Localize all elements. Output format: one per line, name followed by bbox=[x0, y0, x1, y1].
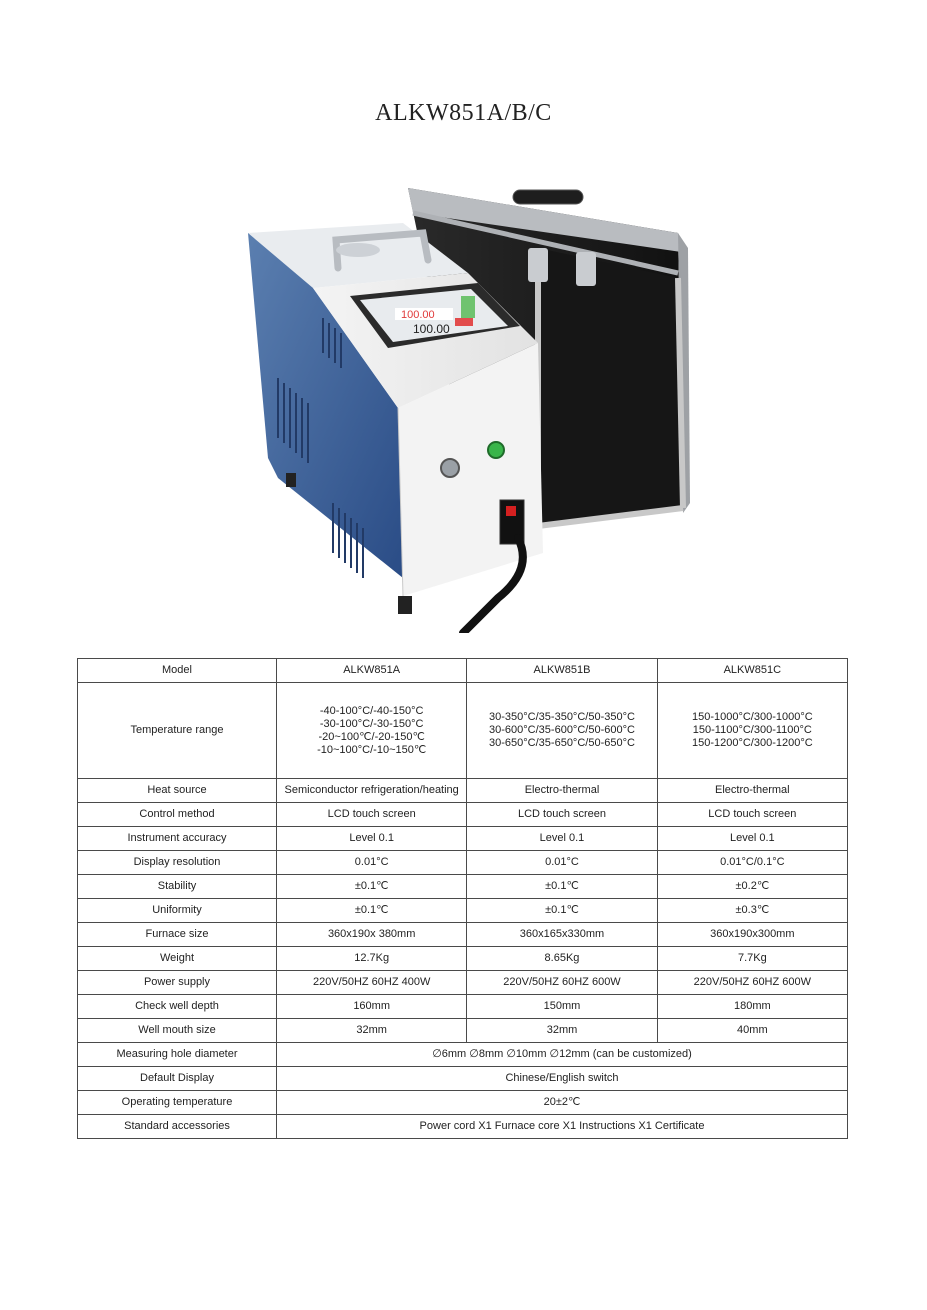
model-name: ALKW851B bbox=[467, 659, 657, 683]
table-cell: 360x190x300mm bbox=[657, 923, 847, 947]
display-setpoint: 100.00 bbox=[401, 309, 435, 321]
range-line: -40-100°C/-40-150°C bbox=[319, 704, 424, 717]
test-well-socket bbox=[441, 459, 459, 477]
specification-table bbox=[77, 658, 848, 1139]
row-label: Operating temperature bbox=[78, 1091, 277, 1115]
table-cell: ±0.2℃ bbox=[657, 875, 847, 899]
table-cell: Electro-thermal bbox=[657, 779, 847, 803]
row-label: Temperature range bbox=[78, 683, 277, 779]
display-reading: 100.00 bbox=[413, 322, 450, 336]
table-row bbox=[78, 779, 848, 803]
range-line: -10~100°C/-10~150℃ bbox=[317, 743, 427, 756]
table-cell: 150mm bbox=[467, 995, 657, 1019]
table-cell: ±0.1℃ bbox=[277, 875, 467, 899]
table-row bbox=[78, 875, 848, 899]
table-cell: Level 0.1 bbox=[277, 827, 467, 851]
range-line: -30-100°C/-30-150°C bbox=[319, 717, 424, 730]
row-label: Display resolution bbox=[78, 851, 277, 875]
range-line: 30-650°C/35-650°C/50-650°C bbox=[489, 737, 635, 749]
table-cell: 32mm bbox=[277, 1019, 467, 1043]
table-cell: Level 0.1 bbox=[467, 827, 657, 851]
indicator-light bbox=[488, 442, 504, 458]
range-line: 150-1100°C/300-1100°C bbox=[692, 724, 812, 736]
table-cell: 0.01°C/0.1°C bbox=[657, 851, 847, 875]
row-label: Heat source bbox=[78, 779, 277, 803]
table-cell: 220V/50HZ 60HZ 600W bbox=[657, 971, 847, 995]
temperature-range-row bbox=[78, 683, 848, 779]
table-cell: ±0.1℃ bbox=[467, 899, 657, 923]
table-row bbox=[78, 1019, 848, 1043]
table-row bbox=[78, 851, 848, 875]
row-label: Instrument accuracy bbox=[78, 827, 277, 851]
table-cell: ∅6mm ∅8mm ∅10mm ∅12mm (can be customized) bbox=[277, 1043, 848, 1067]
range-line: 150-1000°C/300-1000°C bbox=[691, 711, 813, 723]
row-label: Measuring hole diameter bbox=[78, 1043, 277, 1067]
model-name: ALKW851A bbox=[277, 659, 467, 683]
table-cell: 32mm bbox=[467, 1019, 657, 1043]
table-cell: 0.01°C bbox=[467, 851, 657, 875]
row-label: Weight bbox=[78, 947, 277, 971]
row-label: Control method bbox=[78, 803, 277, 827]
table-cell: LCD touch screen bbox=[467, 803, 657, 827]
model-header: Model bbox=[78, 659, 277, 683]
table-cell: 8.65Kg bbox=[467, 947, 657, 971]
model-name: ALKW851C bbox=[657, 659, 847, 683]
temperature-range-cell bbox=[277, 683, 467, 779]
table-cell: 360x165x330mm bbox=[467, 923, 657, 947]
table-cell: Level 0.1 bbox=[657, 827, 847, 851]
table-cell: 40mm bbox=[657, 1019, 847, 1043]
table-cell: Electro-thermal bbox=[467, 779, 657, 803]
product-photo bbox=[238, 178, 708, 633]
table-row bbox=[78, 899, 848, 923]
range-line: -20~100℃/-20-150℃ bbox=[318, 730, 425, 743]
range-line: 30-600°C/35-600°C/50-600°C bbox=[489, 724, 635, 736]
table-row bbox=[78, 1067, 848, 1091]
row-label: Power supply bbox=[78, 971, 277, 995]
table-cell: 220V/50HZ 60HZ 600W bbox=[467, 971, 657, 995]
table-row bbox=[78, 803, 848, 827]
table-header-row bbox=[78, 659, 848, 683]
table-row bbox=[78, 1043, 848, 1067]
table-cell: 12.7Kg bbox=[277, 947, 467, 971]
table-cell: 180mm bbox=[657, 995, 847, 1019]
table-cell: LCD touch screen bbox=[277, 803, 467, 827]
table-cell: ±0.1℃ bbox=[277, 899, 467, 923]
table-row bbox=[78, 971, 848, 995]
table-cell: Semiconductor refrigeration/heating bbox=[277, 779, 467, 803]
table-row bbox=[78, 1115, 848, 1139]
table-cell: 160mm bbox=[277, 995, 467, 1019]
document-title: ALKW851A/B/C bbox=[375, 100, 552, 126]
table-cell: ±0.3℃ bbox=[657, 899, 847, 923]
row-label: Uniformity bbox=[78, 899, 277, 923]
table-cell: ±0.1℃ bbox=[467, 875, 657, 899]
table-row bbox=[78, 947, 848, 971]
row-label: Check well depth bbox=[78, 995, 277, 1019]
temperature-range-cell bbox=[467, 683, 657, 779]
table-row bbox=[78, 827, 848, 851]
row-label: Furnace size bbox=[78, 923, 277, 947]
table-cell: 20±2℃ bbox=[277, 1091, 848, 1115]
table-cell: 360x190x 380mm bbox=[277, 923, 467, 947]
table-cell: 7.7Kg bbox=[657, 947, 847, 971]
row-label: Stability bbox=[78, 875, 277, 899]
table-cell: 220V/50HZ 60HZ 400W bbox=[277, 971, 467, 995]
table-cell: 0.01°C bbox=[277, 851, 467, 875]
table-cell: Chinese/English switch bbox=[277, 1067, 848, 1091]
row-label: Standard accessories bbox=[78, 1115, 277, 1139]
row-label: Well mouth size bbox=[78, 1019, 277, 1043]
table-row bbox=[78, 995, 848, 1019]
range-line: 150-1200°C/300-1200°C bbox=[691, 737, 813, 749]
table-row bbox=[78, 1091, 848, 1115]
table-cell: Power cord X1 Furnace core X1 Instructions X1 Certificate bbox=[277, 1115, 848, 1139]
table-row bbox=[78, 923, 848, 947]
temperature-range-cell bbox=[657, 683, 847, 779]
row-label: Default Display bbox=[78, 1067, 277, 1091]
table-cell: LCD touch screen bbox=[657, 803, 847, 827]
range-line: 30-350°C/35-350°C/50-350°C bbox=[489, 711, 635, 723]
